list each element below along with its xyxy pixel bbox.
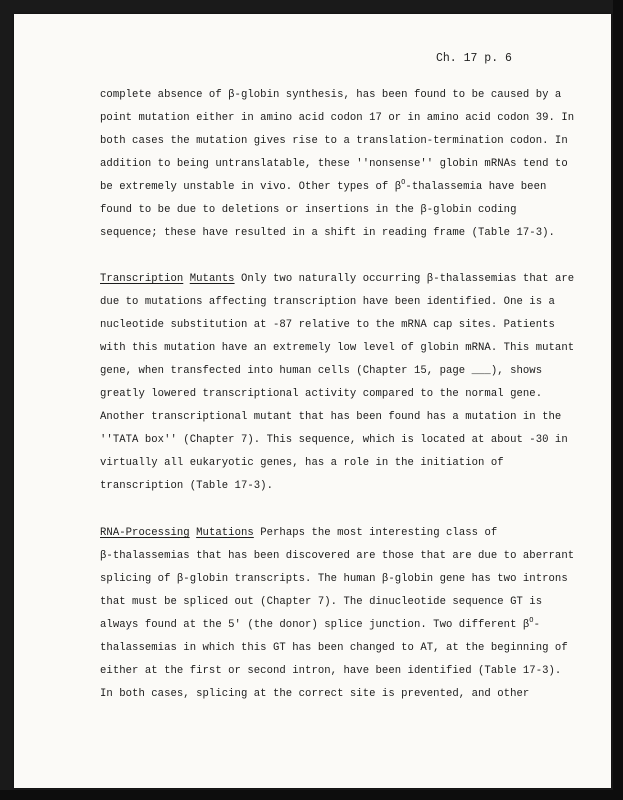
text-line: addition to being untranslatable, these ''nonsense'' globin mRNAs tend to bbox=[100, 158, 568, 170]
section-heading-word: Mutations bbox=[196, 527, 254, 539]
paragraph-2 bbox=[100, 268, 575, 498]
text-span: always found at the 5' (the donor) splice junction. Two different β bbox=[100, 619, 530, 631]
paragraph-1 bbox=[100, 84, 575, 245]
text-line: gene, when transfected into human cells (Chapter 15, page ___), shows bbox=[100, 365, 543, 377]
text-span: Only two naturally occurring β-thalassemias that are bbox=[234, 273, 575, 285]
scan-border-bottom bbox=[0, 790, 623, 800]
text-line: ''TATA box'' (Chapter 7). This sequence, which is located at about -30 in bbox=[100, 434, 568, 446]
text-line: greatly lowered transcriptional activity compared to the normal gene. bbox=[100, 388, 543, 400]
text-line: β-thalassemias that has been discovered are those that are due to aberrant bbox=[100, 550, 575, 562]
text-line bbox=[100, 614, 540, 637]
text-line: transcription (Table 17-3). bbox=[100, 480, 273, 492]
paragraph-3 bbox=[100, 522, 575, 706]
text-line: In both cases, splicing at the correct site is prevented, and other bbox=[100, 688, 530, 700]
text-line bbox=[100, 268, 575, 291]
text-line: complete absence of β-globin synthesis, has been found to be caused by a bbox=[100, 89, 562, 101]
text-span: - bbox=[533, 619, 540, 631]
text-line: splicing of β-globin transcripts. The human β-globin gene has two introns bbox=[100, 573, 568, 585]
text-line bbox=[100, 522, 540, 545]
text-line: sequence; these have resulted in a shift in reading frame (Table 17-3). bbox=[100, 227, 555, 239]
text-line: due to mutations affecting transcription have been identified. One is a bbox=[100, 296, 555, 308]
text-span: -thalassemia have been bbox=[405, 181, 547, 193]
text-line: point mutation either in amino acid codon 17 or in amino acid codon 39. In bbox=[100, 112, 575, 124]
text-span: Perhaps the most interesting class of bbox=[253, 527, 498, 539]
text-line: found to be due to deletions or insertions in the β-globin coding bbox=[100, 204, 517, 216]
section-heading-word: RNA-Processing bbox=[100, 527, 190, 539]
text-line: both cases the mutation gives rise to a translation-termination codon. In bbox=[100, 135, 568, 147]
text-line: either at the first or second intron, have been identified (Table 17-3). bbox=[100, 665, 562, 677]
page-header: Ch. 17 p. 6 bbox=[436, 52, 512, 65]
text-line: with this mutation have an extremely low level of globin mRNA. This mutant bbox=[100, 342, 575, 354]
text-line: Another transcriptional mutant that has been found has a mutation in the bbox=[100, 411, 562, 423]
text-line bbox=[100, 176, 547, 199]
superscript: O bbox=[529, 617, 534, 625]
text-line: virtually all eukaryotic genes, has a role in the initiation of bbox=[100, 457, 504, 469]
section-heading-word: Mutants bbox=[189, 273, 235, 285]
text-line: that must be spliced out (Chapter 7). The dinucleotide sequence GT is bbox=[100, 596, 543, 608]
section-heading-word: Transcription bbox=[100, 273, 184, 285]
text-line: nucleotide substitution at -87 relative to the mRNA cap sites. Patients bbox=[100, 319, 555, 331]
scan-border-right bbox=[613, 0, 623, 800]
text-span: be extremely unstable in vivo. Other types of β bbox=[100, 181, 402, 193]
superscript: O bbox=[401, 179, 406, 187]
text-line: thalassemias in which this GT has been changed to AT, at the beginning of bbox=[100, 642, 568, 654]
